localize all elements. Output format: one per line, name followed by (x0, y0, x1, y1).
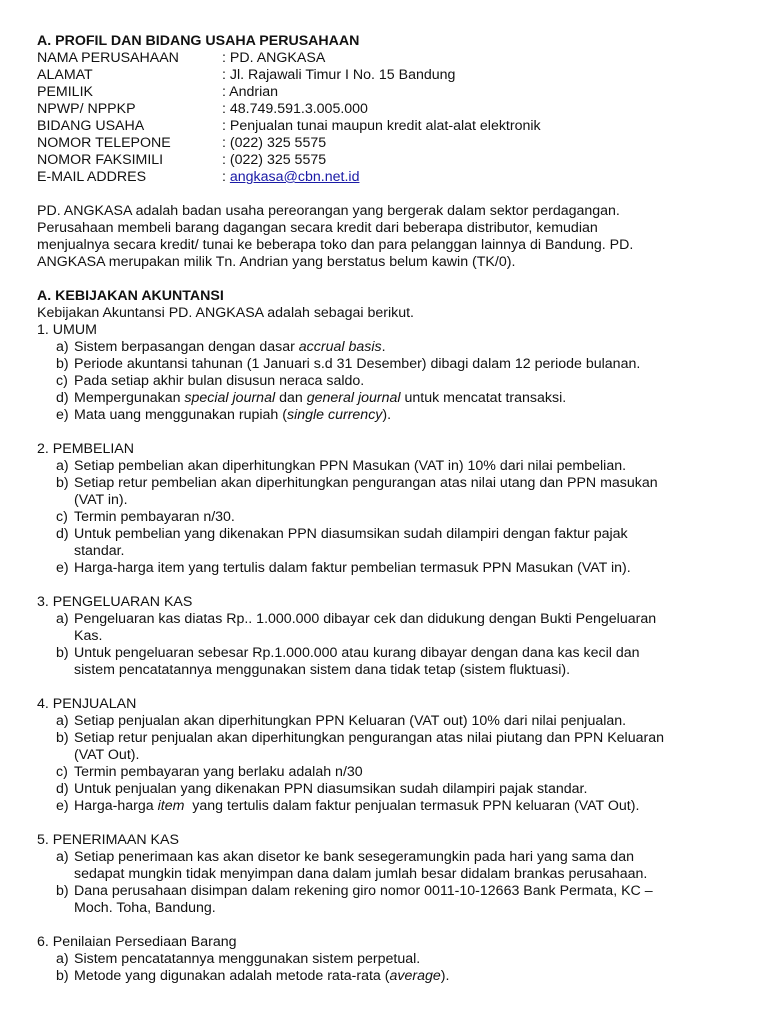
section-umum (37, 322, 737, 424)
description-line: ANGKASA merupakan milik Tn. Andrian yang berstatus belum kawin (TK/0). (37, 254, 516, 270)
text-line: Pengeluaran kas diatas Rp.. 1.000.000 dibayar cek dan didukung dengan Bukti Pengeluaran (74, 611, 657, 627)
italic-term: general journal (306, 390, 401, 406)
text-run: Mempergunakan (74, 390, 185, 406)
profile-row-phone (37, 135, 737, 152)
profile-value: : Jl. Rajawali Timur I No. 15 Bandung (222, 67, 456, 83)
section-title: 1. UMUM (37, 322, 97, 338)
text-run: Mata uang menggunakan rupiah ( (74, 407, 287, 423)
italic-term: item (157, 798, 185, 814)
item-text (74, 475, 737, 509)
profile-key: NAMA PERUSAHAAN (37, 50, 179, 66)
profile-value: : 48.749.591.3.005.000 (222, 101, 368, 117)
item-label: d) (56, 390, 69, 406)
item-label: b) (56, 730, 69, 746)
text-line: standar. (74, 543, 125, 559)
list-item (37, 509, 737, 526)
list-item (37, 781, 737, 798)
item-label: c) (56, 764, 68, 780)
list-item (37, 458, 737, 475)
list-item (37, 611, 737, 645)
item-text: Untuk penjualan yang dikenakan PPN diasumsikan sudah dilampiri pajak standar. (74, 781, 588, 797)
profile-row-company-name (37, 50, 737, 67)
item-text: Setiap pembelian akan diperhitungkan PPN Masukan (VAT in) 10% dari nilai pembelian. (74, 458, 627, 474)
section-title: 5. PENERIMAAN KAS (37, 832, 179, 848)
item-text (74, 849, 737, 883)
item-text (74, 798, 737, 815)
item-text (74, 611, 737, 645)
item-text: Pada setiap akhir bulan disusun neraca saldo. (74, 373, 365, 389)
profile-row-address (37, 67, 737, 84)
description-line: menjualnya secara kredit/ tunai ke beberapa toko dan para pelanggan lainnya di Bandung. PD. (37, 237, 634, 253)
profile-value: : Penjualan tunai maupun kredit alat-alat elektronik (222, 118, 541, 134)
list-item (37, 730, 737, 764)
list-item (37, 645, 737, 679)
description-line: Perusahaan membeli barang dagangan secara kredit dari beberapa distributor, kemudian (37, 220, 598, 236)
text-line: Dana perusahaan disimpan dalam rekening giro nomor 0011-10-12663 Bank Permata, KC – (74, 883, 653, 899)
list-item (37, 849, 737, 883)
text-line: (VAT in). (74, 492, 128, 508)
text-run: Harga-harga (74, 798, 158, 814)
item-text: Periode akuntansi tahunan (1 Januari s.d 31 Desember) dibagi dalam 12 periode bulanan. (74, 356, 641, 372)
italic-term: average (389, 968, 441, 984)
list-item (37, 526, 737, 560)
section-penilaian-persediaan (37, 934, 737, 985)
item-label: a) (56, 339, 69, 355)
item-label: b) (56, 356, 69, 372)
text-run: ). (382, 407, 392, 423)
profile-row-business-field (37, 118, 737, 135)
item-label: a) (56, 951, 69, 967)
text-line: Setiap penerimaan kas akan disetor ke bank sesegeramungkin pada hari yang sama dan (74, 849, 634, 865)
text-line: (VAT Out). (74, 747, 140, 763)
section-penerimaan-kas (37, 832, 737, 917)
text-run: yang tertulis dalam faktur penjualan termasuk PPN keluaran (VAT Out). (184, 798, 640, 814)
profile-value: : Andrian (222, 84, 279, 100)
profile-key: NOMOR TELEPONE (37, 135, 171, 151)
item-text: Sistem pencatatannya menggunakan sistem perpetual. (74, 951, 421, 967)
company-description (37, 203, 737, 271)
section-title: 2. PEMBELIAN (37, 441, 134, 457)
document-page (37, 33, 737, 985)
section-title: 3. PENGELUARAN KAS (37, 594, 193, 610)
text-line: Untuk pengeluaran sebesar Rp.1.000.000 atau kurang dibayar dengan dana kas kecil dan (74, 645, 640, 661)
item-text: Termin pembayaran n/30. (74, 509, 235, 525)
profile-key: BIDANG USAHA (37, 118, 145, 134)
text-line: sistem pencatatannya menggunakan sistem dana tidak tetap (sistem fluktuasi). (74, 662, 571, 678)
spacer (37, 917, 737, 934)
text-line: sedapat mungkin tidak menyimpan dana dalam jumlah besar didalam brankas perusahaan. (74, 866, 648, 882)
list-item (37, 339, 737, 356)
text-run: . (381, 339, 386, 355)
text-run: dan (275, 390, 307, 406)
list-item (37, 713, 737, 730)
item-label: b) (56, 645, 69, 661)
profile-key: ALAMAT (37, 67, 93, 83)
list-item (37, 475, 737, 509)
list-item (37, 373, 737, 390)
profile-value: : (022) 325 5575 (222, 152, 327, 168)
item-label: d) (56, 781, 69, 797)
profile-row-email (37, 169, 737, 186)
text-line: Setiap retur penjualan akan diperhitungkan pengurangan atas nilai piutang dan PPN Keluaran (74, 730, 665, 746)
description-line: PD. ANGKASA adalah badan usaha pereorangan yang bergerak dalam sektor perdagangan. (37, 203, 620, 219)
section-title: 6. Penilaian Persediaan Barang (37, 934, 237, 950)
item-label: c) (56, 509, 68, 525)
profile-row-npwp (37, 101, 737, 118)
item-text (74, 645, 737, 679)
text-line: Kas. (74, 628, 103, 644)
section-title: 4. PENJUALAN (37, 696, 137, 712)
italic-term: special journal (184, 390, 276, 406)
profile-heading: A. PROFIL DAN BIDANG USAHA PERUSAHAAN (37, 33, 360, 49)
profile-row-fax (37, 152, 737, 169)
list-item (37, 560, 737, 577)
list-item (37, 390, 737, 407)
text-run: Sistem berpasangan dengan dasar (74, 339, 299, 355)
policy-heading: A. KEBIJAKAN AKUNTANSI (37, 288, 224, 304)
item-text (74, 730, 737, 764)
profile-row-owner (37, 84, 737, 101)
email-link[interactable]: angkasa@cbn.net.id (229, 169, 360, 185)
italic-term: accrual basis (298, 339, 382, 355)
text-line: Moch. Toha, Bandung. (74, 900, 216, 916)
item-text: Setiap penjualan akan diperhitungkan PPN Keluaran (VAT out) 10% dari nilai penjualan. (74, 713, 627, 729)
profile-value (222, 169, 359, 186)
spacer (37, 577, 737, 594)
text-run: untuk mencatat transaksi. (400, 390, 567, 406)
item-text (74, 407, 737, 424)
profile-value: : (022) 325 5575 (222, 135, 327, 151)
item-label: a) (56, 458, 69, 474)
list-item (37, 798, 737, 815)
item-label: e) (56, 407, 69, 423)
italic-term: single currency (286, 407, 383, 423)
item-text (74, 339, 737, 356)
item-text: Harga-harga item yang tertulis dalam faktur pembelian termasuk PPN Masukan (VAT in). (74, 560, 631, 576)
text-line: Untuk pembelian yang dikenakan PPN diasumsikan sudah dilampiri dengan faktur pajak (74, 526, 628, 542)
list-item (37, 356, 737, 373)
list-item (37, 407, 737, 424)
item-label: a) (56, 713, 69, 729)
policy-intro: Kebijakan Akuntansi PD. ANGKASA adalah sebagai berikut. (37, 305, 414, 321)
list-item (37, 883, 737, 917)
list-item (37, 968, 737, 985)
text-run: ). (440, 968, 450, 984)
item-label: b) (56, 883, 69, 899)
profile-key: E-MAIL ADDRES (37, 169, 147, 185)
item-label: a) (56, 849, 69, 865)
item-text: Termin pembayaran yang berlaku adalah n/30 (74, 764, 363, 780)
spacer (37, 815, 737, 832)
section-pengeluaran-kas (37, 594, 737, 679)
list-item (37, 951, 737, 968)
item-text (74, 526, 737, 560)
item-label: b) (56, 968, 69, 984)
profile-value: : PD. ANGKASA (222, 50, 326, 66)
item-label: e) (56, 798, 69, 814)
item-label: d) (56, 526, 69, 542)
item-label: e) (56, 560, 69, 576)
email-prefix: : (222, 169, 230, 185)
section-pembelian (37, 441, 737, 577)
item-label: a) (56, 611, 69, 627)
item-text (74, 883, 737, 917)
item-label: c) (56, 373, 68, 389)
item-text (74, 390, 737, 407)
item-label: b) (56, 475, 69, 491)
text-run: Metode yang digunakan adalah metode rata-rata ( (74, 968, 390, 984)
profile-key: PEMILIK (37, 84, 93, 100)
section-penjualan (37, 696, 737, 815)
text-line: Setiap retur pembelian akan diperhitungkan pengurangan atas nilai utang dan PPN masukan (74, 475, 658, 491)
profile-key: NPWP/ NPPKP (37, 101, 136, 117)
list-item (37, 764, 737, 781)
spacer (37, 424, 737, 441)
item-text (74, 968, 737, 985)
profile-key: NOMOR FAKSIMILI (37, 152, 164, 168)
spacer (37, 679, 737, 696)
